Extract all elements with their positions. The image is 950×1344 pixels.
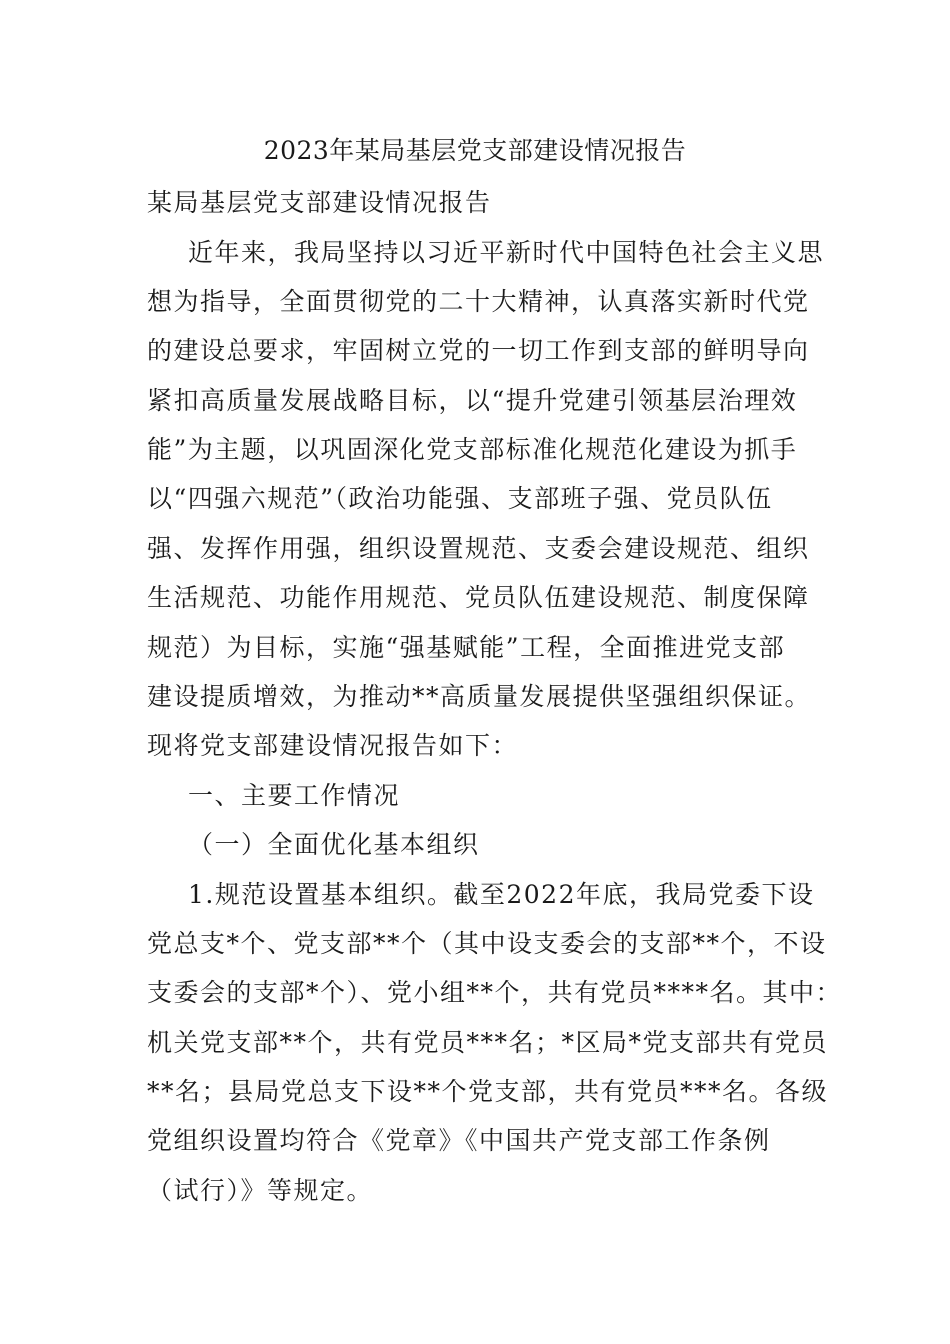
section-heading: 一、主要工作情况: [188, 781, 401, 810]
paragraph-line: （试行）》等规定。: [147, 1176, 374, 1205]
paragraph-line: 建设提质增效，为推动**高质量发展提供坚强组织保证。: [147, 682, 812, 711]
paragraph-line: 以“四强六规范”（政治功能强、支部班子强、党员队伍: [147, 484, 773, 513]
paragraph-line: 机关党支部**个，共有党员***名；*区局*党支部共有党员: [147, 1028, 829, 1057]
paragraph-line: 能”为主题，以巩固深化党支部标准化规范化建设为抓手: [147, 435, 798, 464]
paragraph-line: 现将党支部建设情况报告如下：: [147, 731, 519, 760]
paragraph-line: 生活规范、功能作用规范、党员队伍建设规范、制度保障: [147, 583, 810, 612]
paragraph-line: 强、发挥作用强，组织设置规范、支委会建设规范、组织: [147, 534, 810, 563]
paragraph-line: 紧扣高质量发展战略目标，以“提升党建引领基层治理效: [147, 386, 798, 415]
document-subtitle: 某局基层党支部建设情况报告: [147, 188, 492, 217]
paragraph-line: 规范）为目标，实施“强基赋能”工程，全面推进党支部: [147, 633, 786, 662]
paragraph-line: 的建设总要求，牢固树立党的一切工作到支部的鲜明导向: [147, 336, 810, 365]
paragraph-line: 党总支*个、党支部**个（其中设支委会的支部**个，不设: [147, 929, 827, 958]
paragraph-line: **名；县局党总支下设**个党支部，共有党员***名。各级: [147, 1077, 829, 1106]
document-title: 2023年某局基层党支部建设情况报告: [263, 136, 687, 165]
paragraph-line: 想为指导，全面贯彻党的二十大精神，认真落实新时代党: [147, 287, 810, 316]
paragraph-line: 1.规范设置基本组织。截至2022年底，我局党委下设: [188, 880, 815, 909]
paragraph-line: 党组织设置均符合《党章》《中国共产党支部工作条例: [147, 1126, 771, 1155]
paragraph-line: 支委会的支部*个）、党小组**个，共有党员****名。其中：: [147, 978, 843, 1007]
subsection-heading: （一）全面优化基本组织: [188, 830, 480, 859]
paragraph-line: 近年来，我局坚持以习近平新时代中国特色社会主义思: [188, 238, 825, 267]
